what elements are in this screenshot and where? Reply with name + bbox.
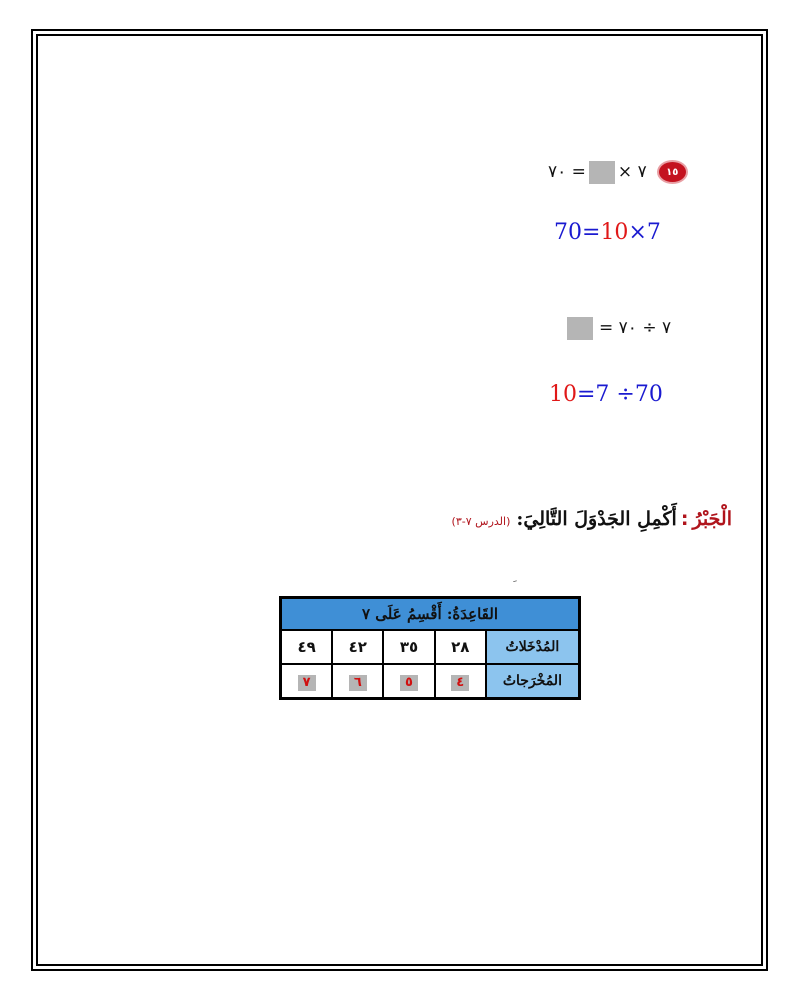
problem-15-multiplication xyxy=(548,157,686,187)
problem-number-badge: ١٥ xyxy=(659,162,686,182)
lesson-reference: (الدرس ٧-٣) xyxy=(451,515,511,528)
division-answer-value: 10 xyxy=(549,382,577,407)
output-cell[interactable] xyxy=(383,664,434,699)
divide-rule-table xyxy=(279,596,581,700)
problem-15-division-blank[interactable] xyxy=(567,317,593,340)
problem-15-blank[interactable] xyxy=(589,161,615,184)
division-answer-rest: =7 ÷70 xyxy=(577,382,663,407)
algebra-heading xyxy=(452,508,732,530)
table-rule-header: القَاعِدَةُ: أَقْسِمُ عَلَى ٧ xyxy=(281,598,580,631)
output-cell[interactable] xyxy=(435,664,486,699)
answer-blank-value: 10 xyxy=(600,220,629,245)
input-cell: ٣٥ xyxy=(383,630,434,664)
problem-15-expr-left: ٧٠ = xyxy=(548,162,586,182)
algebra-label: الْجَبْرُ xyxy=(692,508,732,530)
output-answer: ٤ xyxy=(451,675,469,691)
output-cell[interactable] xyxy=(332,664,383,699)
output-answer: ٧ xyxy=(298,675,316,691)
problem-15-division-answer xyxy=(549,382,663,407)
problem-15-expr-right: × ٧ xyxy=(617,162,647,182)
problem-15-division xyxy=(564,314,671,342)
input-cell: ٢٨ xyxy=(435,630,486,664)
table-row-inputs xyxy=(281,630,580,664)
outputs-label: المُخْرَجاتُ xyxy=(486,664,580,699)
output-answer: ٦ xyxy=(349,675,367,691)
input-cell: ٤٩ xyxy=(281,630,333,664)
problem-15-answer xyxy=(554,220,661,245)
algebra-instruction: أَكْمِلِ الجَدْوَلَ التَّالِيَ: xyxy=(516,508,677,530)
output-answer: ٥ xyxy=(400,675,418,691)
answer-left: 70= xyxy=(554,220,601,245)
inputs-label: المُدْخَلاتُ xyxy=(486,630,580,664)
answer-right: ×7 xyxy=(628,220,661,245)
table-row-outputs xyxy=(281,664,580,699)
input-cell: ٤٢ xyxy=(332,630,383,664)
problem-15-division-expr: = ٧ ÷ ٧٠ xyxy=(599,318,672,338)
algebra-separator: : xyxy=(680,508,689,530)
output-cell[interactable] xyxy=(281,664,333,699)
